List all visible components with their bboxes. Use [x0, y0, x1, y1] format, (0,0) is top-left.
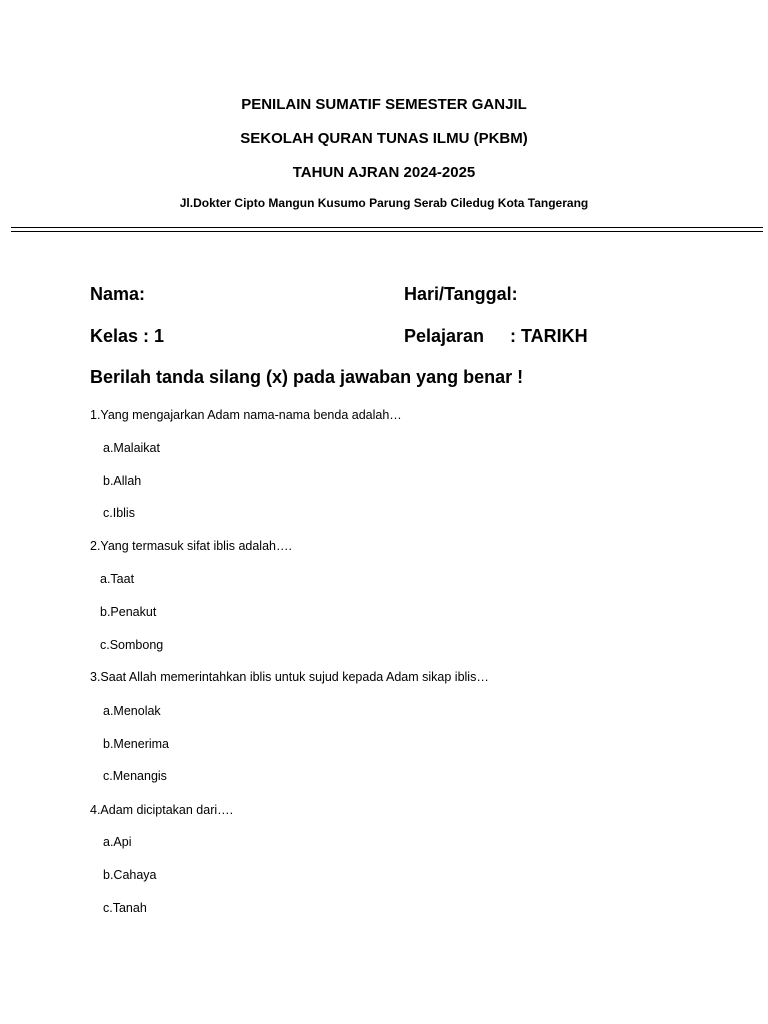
nama-label: Nama: [90, 284, 146, 304]
kelas-label: Kelas : 1 [90, 326, 165, 346]
question-1: 1.Yang mengajarkan Adam nama-nama benda adalah… [90, 408, 402, 422]
pelajaran-label: Pelajaran [404, 326, 485, 346]
question-3-option-c: c.Menangis [103, 769, 167, 783]
question-2-option-a: a.Taat [100, 572, 135, 586]
question-4-option-c: c.Tanah [103, 901, 147, 915]
question-4-option-a: a.Api [103, 835, 132, 849]
academic-year: TAHUN AJRAN 2024-2025 [292, 164, 476, 181]
question-2-option-c: c.Sombong [100, 638, 164, 652]
question-4: 4.Adam diciptakan dari…. [90, 803, 234, 817]
question-2-option-b: b.Penakut [100, 605, 157, 619]
question-1-option-c: c.Iblis [103, 506, 135, 520]
question-3-option-a: a.Menolak [103, 704, 161, 718]
header-divider [11, 227, 763, 232]
hari-tanggal-label: Hari/Tanggal: [404, 284, 518, 304]
question-3-option-b: b.Menerima [103, 737, 169, 751]
question-3: 3.Saat Allah memerintahkan iblis untuk sujud kepada Adam sikap iblis… [90, 670, 489, 684]
school-name: SEKOLAH QURAN TUNAS ILMU (PKBM) [240, 130, 528, 147]
exam-title: PENILAIN SUMATIF SEMESTER GANJIL [241, 96, 527, 113]
question-1-option-a: a.Malaikat [103, 441, 160, 455]
pelajaran-value: : TARIKH [510, 326, 588, 346]
school-address: Jl.Dokter Cipto Mangun Kusumo Parung Serab Ciledug Kota Tangerang [179, 196, 589, 210]
question-2: 2.Yang termasuk sifat iblis adalah…. [90, 539, 292, 553]
instruction-text: Berilah tanda silang (x) pada jawaban yang benar ! [90, 367, 524, 387]
question-4-option-b: b.Cahaya [103, 868, 157, 882]
question-1-option-b: b.Allah [103, 474, 142, 488]
